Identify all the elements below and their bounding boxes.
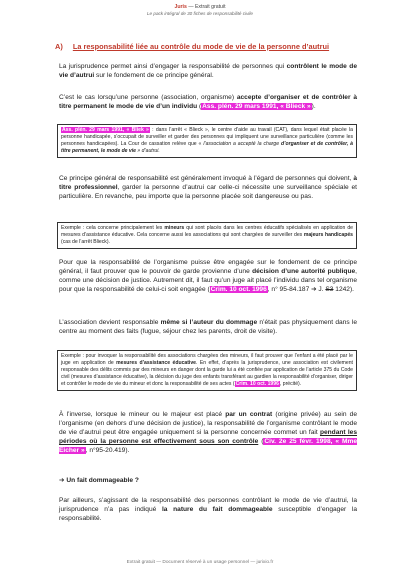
page-footer: Extrait gratuit — Document réservé à un usage personnel — jurixio.fr: [126, 560, 274, 565]
bold-text: Un fait dommageable ?: [66, 477, 139, 484]
brand-logo: Juris: [174, 4, 187, 10]
text: susceptible d’engager la responsabilité.: [59, 506, 358, 522]
brand-suffix: — Extrait gratuit: [186, 4, 226, 10]
bold-text: à titre professionnel: [59, 175, 357, 191]
struck-text: S3: [325, 286, 334, 293]
italic-text: l’association a accepté la charge: [203, 141, 281, 147]
text: L’association devient responsable: [59, 319, 161, 326]
bold-text: la nature du fait dommageable: [161, 506, 273, 513]
text: ).: [311, 103, 316, 110]
bold-underlined-text: pendant les périodes où la personne est effectivement sous son contrôle: [59, 429, 358, 445]
text: 1242).: [333, 286, 354, 293]
bold-text: par un contrat: [225, 411, 273, 418]
page-header: [0, 5, 400, 16]
example-box-1: [57, 124, 357, 158]
citation-highlight: Civ. 2e 25 févr. 1998, « Mme Eicher »: [59, 438, 357, 454]
citation-highlight: Ass. plén. 29 mars 1991, « Bliek »: [62, 127, 149, 133]
paragraph-5: [59, 318, 357, 336]
text: (cas de l’arrêt Blieck).: [61, 239, 110, 245]
bold-italic-text: d’organiser et de contrôler, à titre permanent, le mode de vie: [61, 141, 353, 154]
section-letter: A): [55, 42, 63, 51]
text: , garder la personne d’autrui car celle-ci nécessite une surveillance spéciale et particulière. En revanche, peu importe que la personne placée soit dangereuse ou pas.: [59, 184, 358, 200]
text: (: [197, 103, 202, 110]
text: Exemple : pour invoquer la responsabilité des associations chargées des mineurs, il faut prouver que l’enfant a été placé par le juge en application de: [61, 353, 353, 366]
text: À l’inverse, lorsque le mineur ou le majeur est placé: [59, 411, 226, 418]
text: , n° 95-84.187 ➔ J.: [267, 286, 326, 293]
bold-text: même si l’auteur du dommage: [160, 319, 258, 326]
text: : dans l’arrêt « Blieck », le centre d’aide au travail (CAT), dans lequel était placée la personne handicapée, s’occupait de surveiller et garder des personnes qui impliquent une surveillance particulière (comme les personnes handicapées). La Cour de cassation relève que «: [61, 127, 353, 147]
paragraph-8: [59, 496, 357, 523]
example-box-2: [57, 222, 357, 249]
text: (origine privée) au sein de l’organisme (en dehors d’une décision de justice), la responsabilité de l’organisme contrôlant le mode de vie d’autrui peut être engagée uniquement si la personne concernée commet un fait: [59, 411, 357, 436]
text: , n°95-20.419).: [85, 447, 130, 454]
paragraph-2: [59, 93, 357, 111]
bold-text: contrôlent le mode de vie d’autrui: [59, 63, 357, 79]
section-title-text: La responsabilité liée au contrôle du mode de vie de la personne d’autrui: [72, 42, 330, 51]
text: . En effet, d’après la jurisprudence, une association est civilement responsable des délits commis par des mineurs en danger dont la garde lui a été confiée par application de l’article 375 du Code civil (mesures d’assistance éducative), la décision du juge des enfants transférant au gardien la responsabilité d’organiser, diriger et contrôler le mode de vie du mineur et donc la responsabilité de ses actes (: [61, 360, 353, 387]
paragraph-6: [59, 410, 357, 455]
example-box-3: [57, 350, 357, 391]
text: , comme une décision de justice. Autrement dit, il faut qu’un juge ait placé l’individu dans tel organisme pour que la responsabilité de celui-ci soit engagée (: [59, 268, 357, 293]
bold-text: mesures d’assistance éducative: [116, 360, 197, 366]
text: C’est le cas lorsqu’une personne (association, organisme): [59, 94, 237, 101]
citation-highlight: Crim. 10 oct. 1996: [235, 381, 279, 387]
text: n’était pas physiquement dans le centre au moment des faits (fugue, séjour chez les parents, droit de visite).: [59, 319, 357, 335]
text: , précité).: [279, 381, 302, 387]
bold-text: majeurs handicapés: [303, 232, 353, 238]
text: La jurisprudence permet ainsi d’engager la responsabilité de personnes qui: [59, 63, 287, 70]
paragraph-7: [59, 476, 357, 485]
text: (: [258, 438, 264, 445]
bold-text: décision d’une autorité publique: [252, 268, 356, 275]
section-title: [55, 42, 375, 51]
text: Par ailleurs, s’agissant de la responsabilité des personnes contrôlant le mode de vie d’autrui, la jurisprudence n’a pas indiqué: [59, 497, 357, 513]
paragraph-4: [59, 258, 357, 294]
citation-highlight: Crim. 10 oct. 1996: [210, 286, 267, 293]
bold-text: mineurs: [164, 225, 185, 231]
text: Pour que la responsabilité de l’organisme puisse être engagée sur le fondement de ce principe général, il faut prouver que le pouvoir de garde provienne d’une: [59, 259, 357, 275]
text: Ce principe général de responsabilité est généralement invoqué à l’égard de personnes qui doivent,: [59, 175, 354, 182]
text: sur le fondement de ce principe général.: [94, 72, 214, 79]
text: qui sont placés dans les centres éducatifs spécialisés en application de mesures d’assistance éducative. Cela concerne aussi les associations qui sont chargées de surveiller des: [61, 225, 353, 238]
bold-text: accepte d’organiser et de contrôler à titre permanent le mode de vie d’un individu: [59, 94, 357, 110]
arrow-icon: ➔: [59, 477, 65, 484]
citation-highlight: Ass. plén. 29 mars 1991, « Blieck »: [202, 103, 311, 110]
text: Exemple : cela concerne principalement les: [61, 225, 165, 231]
header-subtitle: Le pack intégral de 30 fiches de responsabilité civile: [147, 10, 253, 16]
italic-text: » d’autrui.: [136, 148, 160, 154]
paragraph-3: [59, 174, 357, 201]
paragraph-1: [59, 62, 357, 80]
